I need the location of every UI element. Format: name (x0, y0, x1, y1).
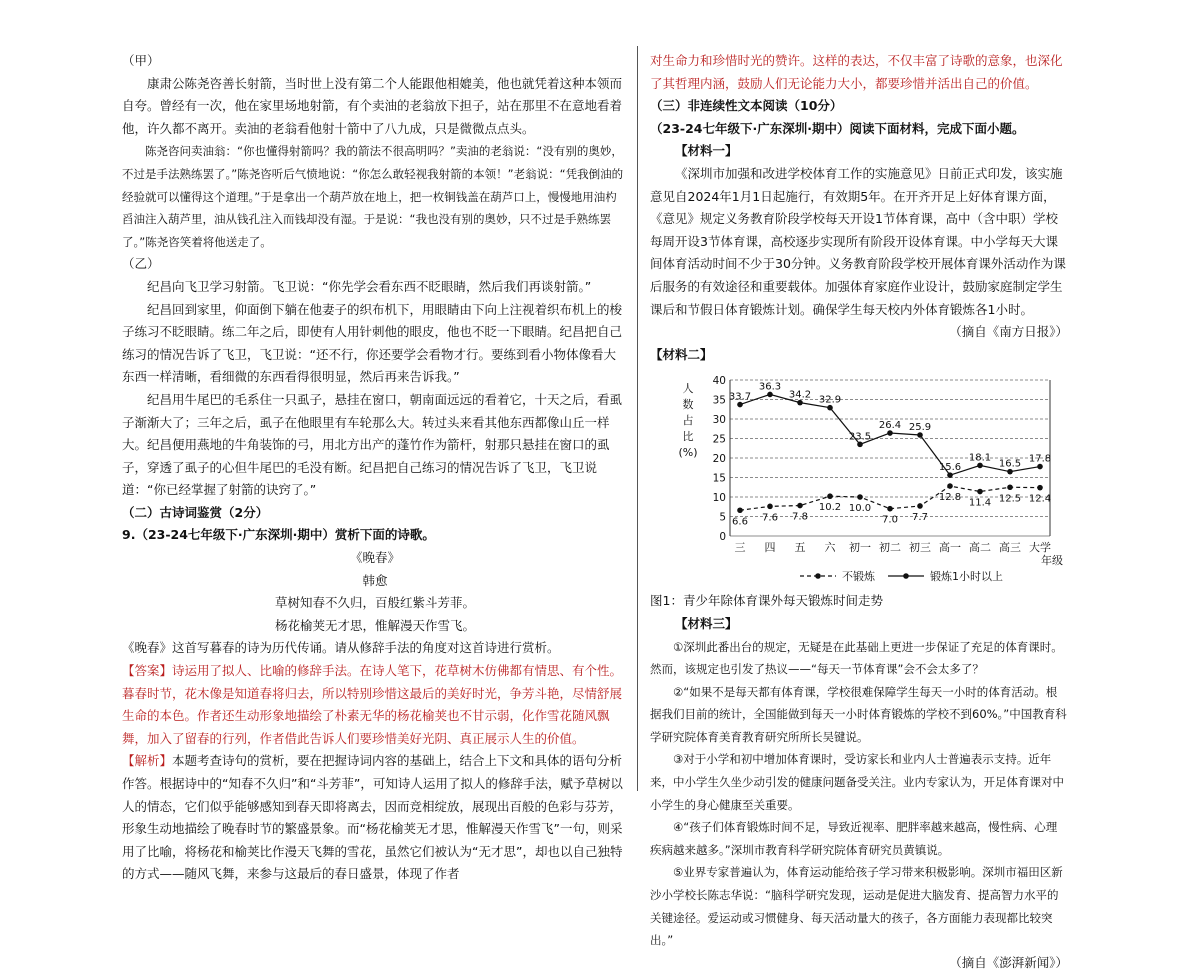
x-tick-label: 六 (824, 541, 836, 555)
passage-yi-p3: 纪昌用牛尾巴的毛系住一只虱子，悬挂在窗口，朝南面远远的看着它，十天之后，看虱子渐渐大了；三年之后，虱子在他眼里有车轮那么大。转过头来看其他东西都像山丘一样大。纪昌便用燕地的牛角装饰的弓，用北方出产的蓬竹作为箭杆，射那只悬挂在窗口的虱子，穿透了虱子的心但牛尾巴的毛没有断。纪昌把自己练习的情况告诉了飞卫，飞卫说道：“你已经掌握了射箭的诀窍了。” (122, 391, 623, 498)
poem-author: 韩愈 (362, 572, 388, 588)
data-label: 7.7 (912, 512, 928, 524)
data-label: 34.2 (788, 389, 812, 401)
data-label: 10.2 (818, 502, 842, 514)
analysis-continued: 对生命力和珍惜时光的赞许。这样的表达，不仅丰富了诗歌的意象，也深化了其哲理内涵，鼓励人们无论能力大小，都要珍惜并活出自己的价值。 (650, 53, 1063, 91)
x-tick-label: 三 (734, 541, 746, 555)
y-tick-label: 25 (712, 433, 726, 446)
y-axis-label-char: (%) (678, 446, 698, 460)
data-point (917, 503, 923, 509)
y-axis-label-char: 占 (682, 414, 694, 428)
data-point (857, 495, 863, 501)
x-tick-label: 初二 (879, 541, 901, 555)
answer-tag: 【答案】 (122, 663, 173, 679)
y-tick-label: 30 (712, 414, 726, 427)
data-point (977, 463, 983, 469)
data-label: 11.4 (968, 497, 992, 509)
passage-jia-p1: 康肃公陈尧咨善长射箭，当时世上没有第二个人能跟他相媲美，他也就凭着这种本领而自夸。曾经有一次，他在家里场地射箭，有个卖油的老翁放下担子，站在那里不在意地看着他，许久都不离开。卖油的老翁看他射十箭中了八九成，只是微微点点头。 (122, 75, 623, 136)
column-divider (637, 46, 638, 791)
data-label: 23.5 (848, 431, 872, 443)
x-axis-label: 年级 (1041, 554, 1063, 568)
poem-line-1: 草树知春不久归，百般红紫斗芳菲。 (274, 595, 475, 611)
analysis-text: 本题考查诗句的赏析，要在把握诗词内容的基础上，结合上下文和具体的语句分析作答。根据诗中的“知春不久归”和“斗芳菲”，可知诗人运用了拟人的修辞手法，赋予草树以人的情态，它们似乎能够感知到春天即将离去，因而竞相绽放，展现出百般的色彩与芬芳，形象生动地描绘了晚春时节的繁盛景象。而“杨花榆荚无才思，惟解漫天作雪飞”一句，则采用了比喻，将杨花和榆荚比作漫天飞舞的雪花，虽然它们被认为“无才思”，却也以自己独特的方式——随风飞舞，来参与这最后的春日盛景，体现了作者 (122, 753, 623, 882)
y-axis-label-char: 比 (682, 430, 694, 444)
y-tick-label: 0 (719, 531, 726, 544)
data-point (737, 402, 743, 408)
material-3-p5: ⑤业界专家普遍认为，体育运动能给孩子学习带来积极影响。深圳市福田区新沙小学校长陈志华说：“脑科学研究发现，运动是促进大脑发育、提高智力水平的关键途径。爱运动或习惯健身、每天活动量大的孩子，各方面能力表现都比较突出。” (650, 865, 1063, 948)
figure-caption: 图1：青少年除体育课外每天锻炼时间走势 (650, 593, 883, 609)
material-2-label: 【材料二】 (650, 346, 713, 362)
x-tick-label: 高三 (999, 541, 1021, 555)
passage-jia-label: （甲） (122, 53, 160, 68)
section-heading-reading: （三）非连续性文本阅读（10分） (650, 98, 843, 114)
analysis-tag: 【解析】 (122, 753, 173, 769)
section-heading-poetry: （二）古诗词鉴赏（2分） (122, 504, 269, 520)
material-3-label: 【材料三】 (675, 615, 738, 631)
passage-yi-p1: 纪昌向飞卫学习射箭。飞卫说：“你先学会看东西不眨眼睛，然后我们再谈射箭。” (147, 278, 592, 294)
material-1-text: 《深圳市加强和改进学校体育工作的实施意见》日前正式印发，该实施意见自2024年1月1日起施行，有效期5年。在开齐开足上好体育课方面，《意见》规定义务教育阶段学校每天开设1节体育课，高中（含中职）学校每周开设3节体育课，高校逐步实现所有阶段开设体育课。中小学每天大课间体育活动时间不少于30分钟。义务教育阶段学校开展体育课外活动作为课后服务的有效途径和重要载体。加强体育家庭作业设计，鼓励家庭制定学生课后和节假日体育锻炼计划。确保学生每天校内外体育锻炼各1小时。 (650, 165, 1066, 317)
data-point (1007, 469, 1013, 475)
data-label: 12.4 (1028, 493, 1052, 505)
data-point (827, 494, 833, 500)
data-point (947, 473, 953, 479)
material-3-source: （摘自《澎湃新闻》） (949, 954, 1068, 970)
x-tick-label: 四 (764, 541, 776, 555)
data-point (857, 442, 863, 448)
material-1-source: （摘自《南方日报》） (949, 324, 1068, 340)
data-label: 15.6 (938, 462, 962, 474)
data-point (797, 400, 803, 406)
data-point (887, 506, 893, 512)
right-column (650, 50, 1068, 974)
passage-yi-p2: 纪昌回到家里，仰面倒下躺在他妻子的织布机下，用眼睛由下向上注视着织布机上的梭子练习不眨眼睛。练二年之后，即使有人用针刺他的眼皮，他也不眨一下眼睛。纪昌把自己练习的情况告诉了飞卫，飞卫说：“还不行，你还要学会看物才行。要练到看小物体像看大东西一样清晰，看细微的东西看得很明显，然后再来告诉我。” (122, 301, 623, 385)
analysis-block (122, 750, 628, 886)
data-label: 6.6 (732, 516, 748, 528)
data-point (977, 489, 983, 495)
data-point (1037, 485, 1043, 491)
data-point (1007, 485, 1013, 491)
data-label: 16.5 (998, 458, 1022, 470)
x-tick-label: 五 (794, 541, 806, 555)
material-1-label: 【材料一】 (675, 143, 738, 159)
data-label: 36.3 (758, 381, 782, 393)
chart-canvas (650, 368, 1068, 590)
y-axis-label-char: 人 (682, 382, 694, 396)
data-point (767, 504, 773, 510)
data-point (767, 392, 773, 398)
x-tick-label: 初三 (909, 541, 931, 555)
data-point (797, 503, 803, 509)
data-label: 7.8 (792, 511, 808, 523)
passage-jia-p2: 陈尧咨问卖油翁：“你也懂得射箭吗？我的箭法不很高明吗？”卖油的老翁说：“没有别的奥妙，不过是手法熟练罢了。”陈尧咨听后气愤地说：“你怎么敢轻视我射箭的本领！”老翁说：“凭我倒油的经验就可以懂得这个道理。”于是拿出一个葫芦放在地上，把一枚铜钱盖在葫芦口上，慢慢地用油杓舀油注入葫芦里，油从钱孔注入而钱却没有湿。于是说：“我也没有别的奥妙，只不过是手熟练罢了。”陈尧咨笑着将他送走了。 (122, 144, 624, 249)
answer-text: 诗运用了拟人、比喻的修辞手法。在诗人笔下，花草树木仿佛都有情思、有个性。暮春时节，花木像是知道春将归去，所以特别珍惜这最后的美好时光，争芳斗艳，尽情舒展生命的本色。作者还生动形象地描绘了朴素无华的杨花榆荚也不甘示弱，化作雪花随风飘舞，加入了留春的行列，作者借此告诉人们要珍惜美好光阴、真正展示人生的价值。 (122, 663, 623, 746)
exercise-trend-chart (650, 368, 1068, 590)
y-tick-label: 20 (712, 453, 726, 466)
material-3-p4: ④“孩子们体育锻炼时间不足，导致近视率、肥胖率越来越高，慢性病、心理疾病越来越多。”深圳市教育科学研究院体育研究员黄镇说。 (650, 820, 1058, 857)
y-axis-label-char: 数 (682, 398, 694, 412)
legend-marker (815, 574, 821, 580)
poem-title: 《晚春》 (349, 550, 400, 566)
data-label: 7.6 (762, 512, 778, 524)
data-point (887, 431, 893, 437)
data-label: 7.0 (882, 515, 898, 527)
data-point (1037, 464, 1043, 470)
y-tick-label: 10 (712, 492, 726, 505)
data-label: 25.9 (908, 422, 932, 434)
data-label: 32.9 (818, 395, 842, 407)
x-tick-label: 高一 (939, 541, 961, 555)
material-3-p1: ①深圳此番出台的规定，无疑是在此基础上更进一步保证了充足的体育课时。然而，该规定也引发了热议——“每天一节体育课”会不会太多了？ (650, 639, 1063, 677)
data-label: 12.8 (938, 492, 962, 504)
data-point (917, 433, 923, 439)
answer-block (122, 660, 628, 750)
material-3-p2: ②“如果不是每天都有体育课，学校很难保障学生每天一小时的体育活动。根据我们目前的统计，全国能做到每天一小时体育锻炼的学校不到60%。”中国教育科学研究院体育美育教育研究所所长吴键说。 (650, 684, 1067, 744)
question-9-title: 9.（23-24七年级下·广东深圳·期中）赏析下面的诗歌。 (122, 527, 435, 543)
y-tick-label: 35 (712, 394, 726, 407)
data-label: 10.0 (848, 503, 872, 515)
data-label: 12.5 (998, 493, 1022, 505)
question-9-task: 《晚春》这首写暮春的诗为历代传诵。请从修辞手法的角度对这首诗进行赏析。 (122, 640, 560, 656)
data-label: 18.1 (968, 452, 992, 464)
data-point (737, 508, 743, 514)
y-tick-label: 40 (712, 375, 726, 388)
x-tick-label: 大学 (1029, 541, 1051, 555)
data-label: 26.4 (878, 420, 902, 432)
data-label: 33.7 (728, 391, 752, 403)
x-tick-label: 高二 (969, 541, 991, 555)
material-3-p3: ③对于小学和初中增加体育课时，受访家长和业内人士普遍表示支持。近年来，中小学生久坐少动引发的健康问题备受关注。业内专家认为，开足体育课对中小学生的身心健康至关重要。 (650, 752, 1064, 812)
legend-label-no-exercise: 不锻炼 (842, 570, 875, 584)
passage-yi-label: （乙） (122, 256, 160, 272)
left-column (122, 50, 628, 886)
poem-line-2: 杨花榆荚无才思，惟解漫天作雪飞。 (274, 617, 475, 633)
legend-label-exercise-1h: 锻炼1小时以上 (930, 570, 1003, 584)
legend-marker (903, 574, 909, 580)
y-tick-label: 15 (712, 472, 726, 485)
data-label: 17.8 (1028, 453, 1052, 465)
reading-intro: （23-24七年级下·广东深圳·期中）阅读下面材料，完成下面小题。 (650, 120, 1025, 136)
x-tick-label: 初一 (849, 541, 871, 555)
y-tick-label: 5 (719, 511, 726, 524)
data-point (947, 484, 953, 490)
data-point (827, 405, 833, 411)
